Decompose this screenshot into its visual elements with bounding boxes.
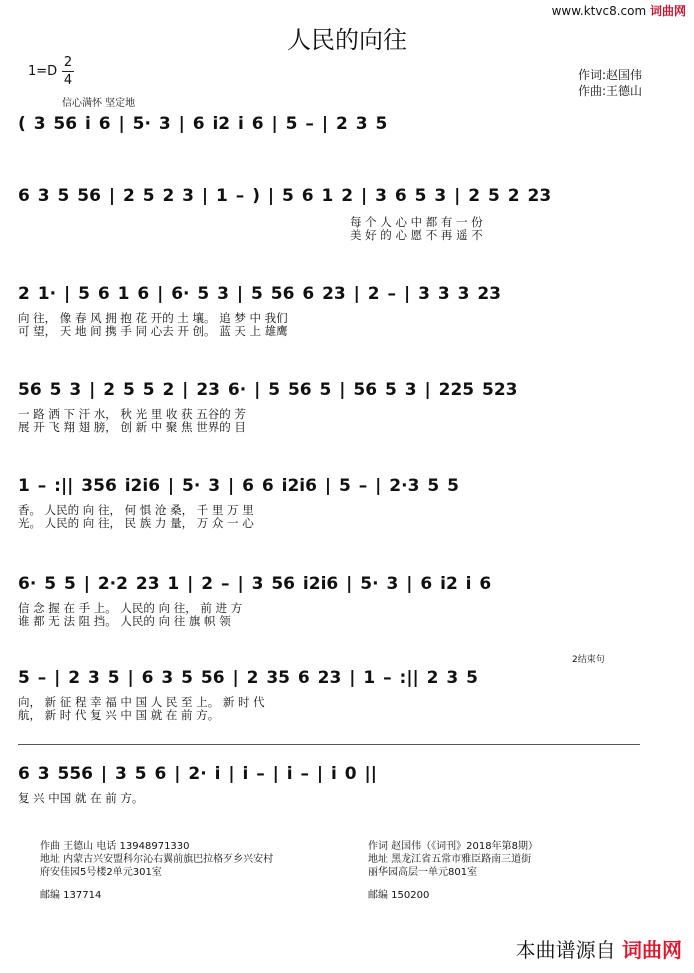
lyricist-info-line: 地址 黑龙江省五常市雅臣路南三道街: [368, 854, 532, 865]
lyric-verse-1: 一 路 洒 下 汗 水， 秋 光 里 收 获 五谷的 芳: [18, 407, 246, 421]
lyric-verse-1: 复 兴 中国 就 在 前 方。: [18, 791, 144, 805]
lyricist-credit: 作词:赵国伟: [578, 68, 643, 82]
tempo-mark: 信心满怀 坚定地: [62, 98, 136, 109]
score-line-6: [18, 574, 678, 634]
site-watermark[interactable]: [552, 2, 686, 19]
notes: ( 3 56 i 6 | 5· 3 | 6 i2 i 6 | 5 – | 2 3 5: [18, 114, 388, 134]
lyric-verse-2: 航， 新 时 代 复 兴 中 国 就 在 前 方。: [18, 708, 220, 722]
composer-credit: 作曲:王德山: [578, 84, 643, 98]
meter-bottom: 4: [63, 73, 73, 88]
lyric-verse-1: 向 往， 像 春 风 拥 抱 花 开的 土 壤。 追 梦 中 我们: [18, 311, 288, 325]
lyric-verse-1: 香。 人民的 向 往， 何 惧 沧 桑， 千 里 万 里: [18, 503, 254, 517]
lyricist-info-line: 丽华园高层一单元801室: [368, 867, 478, 878]
composer-info-line: 作曲 王德山 电话 13948971330: [40, 841, 190, 852]
notes: 2 1· | 5 6 1 6 | 6· 5 3 | 5 56 6 23 | 2 – | 3 3 3 23: [18, 284, 501, 304]
source-credit-brand[interactable]: 词曲网: [622, 938, 682, 962]
lyric-verse-2: 谁 都 无 法 阻 挡。 人民的 向 往 旗 帜 领: [18, 614, 231, 628]
composer-info-line: 府安佳园5号楼2单元301室: [40, 867, 162, 878]
lyric-verse-1: 向， 新 征 程 幸 福 中 国 人 民 至 上。 新 时 代: [18, 695, 265, 709]
composer-info: [40, 840, 273, 902]
lyric-verse-1: 每 个 人 心 中 都 有 一 份: [350, 215, 483, 229]
lyric-verse-2: 可 望， 天 地 间 携 手 同 心去 开 创。 蓝 天 上 雄鹰: [18, 324, 288, 338]
notes: 1 – :|| 356 i2i6 | 5· 3 | 6 6 i2i6 | 5 – | 2·3 5 5: [18, 476, 459, 496]
lyricist-postcode: 邮编 150200: [368, 890, 430, 901]
source-credit-text: 本曲谱源自: [515, 938, 616, 962]
lyric-verse-2: 光。 人民的 向 往， 民 族 力 量， 万 众 一 心: [18, 516, 254, 530]
section-divider: [18, 744, 640, 745]
lyric-verse-1: 信 念 握 在 手 上。 人民的 向 往， 前 进 方: [18, 601, 243, 615]
notes: 6 3 5 56 | 2 5 2 3 | 1 – ) | 5 6 1 2 | 3 6 5 3 | 2 5 2 23: [18, 186, 552, 206]
time-signature: [62, 54, 74, 89]
score-line-7: [18, 668, 678, 728]
lyric-verse-2: 美 好 的 心 愿 不 再 遥 不: [350, 228, 483, 242]
key-signature: 1=D: [28, 64, 58, 79]
lyricist-info-line: 作词 赵国伟（《词刊》2018年第8期）: [368, 841, 538, 852]
lyric-verse-2: 展 开 飞 翔 翅 膀， 创 新 中 聚 焦 世界的 目: [18, 420, 246, 434]
site-brand[interactable]: 词曲网: [649, 4, 686, 18]
lyricist-info: [368, 840, 538, 902]
score-line-4: [18, 380, 678, 440]
score-line-2: [18, 186, 678, 246]
score-line-8: [18, 764, 678, 814]
notes: 5 – | 2 3 5 | 6 3 5 56 | 2 35 6 23 | 1 – :|| 2 3 5: [18, 668, 479, 688]
meter-top: 2: [63, 55, 73, 70]
score-line-5: [18, 476, 678, 536]
notes: 6 3 556 | 3 5 6 | 2· i | i – | i – | i 0 ||: [18, 764, 377, 784]
composer-info-line: 地址 内蒙古兴安盟科尔沁右翼前旗巴拉格歹乡兴安村: [40, 854, 274, 865]
song-title: 人民的向往: [287, 26, 407, 54]
site-url[interactable]: www.ktvc8.com: [551, 4, 647, 18]
composer-postcode: 邮编 137714: [40, 890, 102, 901]
notes: 56 5 3 | 2 5 5 2 | 23 6· | 5 56 5 | 56 5 3 | 225 523: [18, 380, 518, 400]
ending-mark: 2结束句: [572, 655, 605, 665]
score-line-1: [18, 114, 678, 154]
notes: 6· 5 5 | 2·2 23 1 | 2 – | 3 56 i2i6 | 5· 3 | 6 i2 i 6: [18, 574, 492, 594]
source-credit[interactable]: [516, 934, 682, 963]
score-line-3: [18, 284, 678, 344]
